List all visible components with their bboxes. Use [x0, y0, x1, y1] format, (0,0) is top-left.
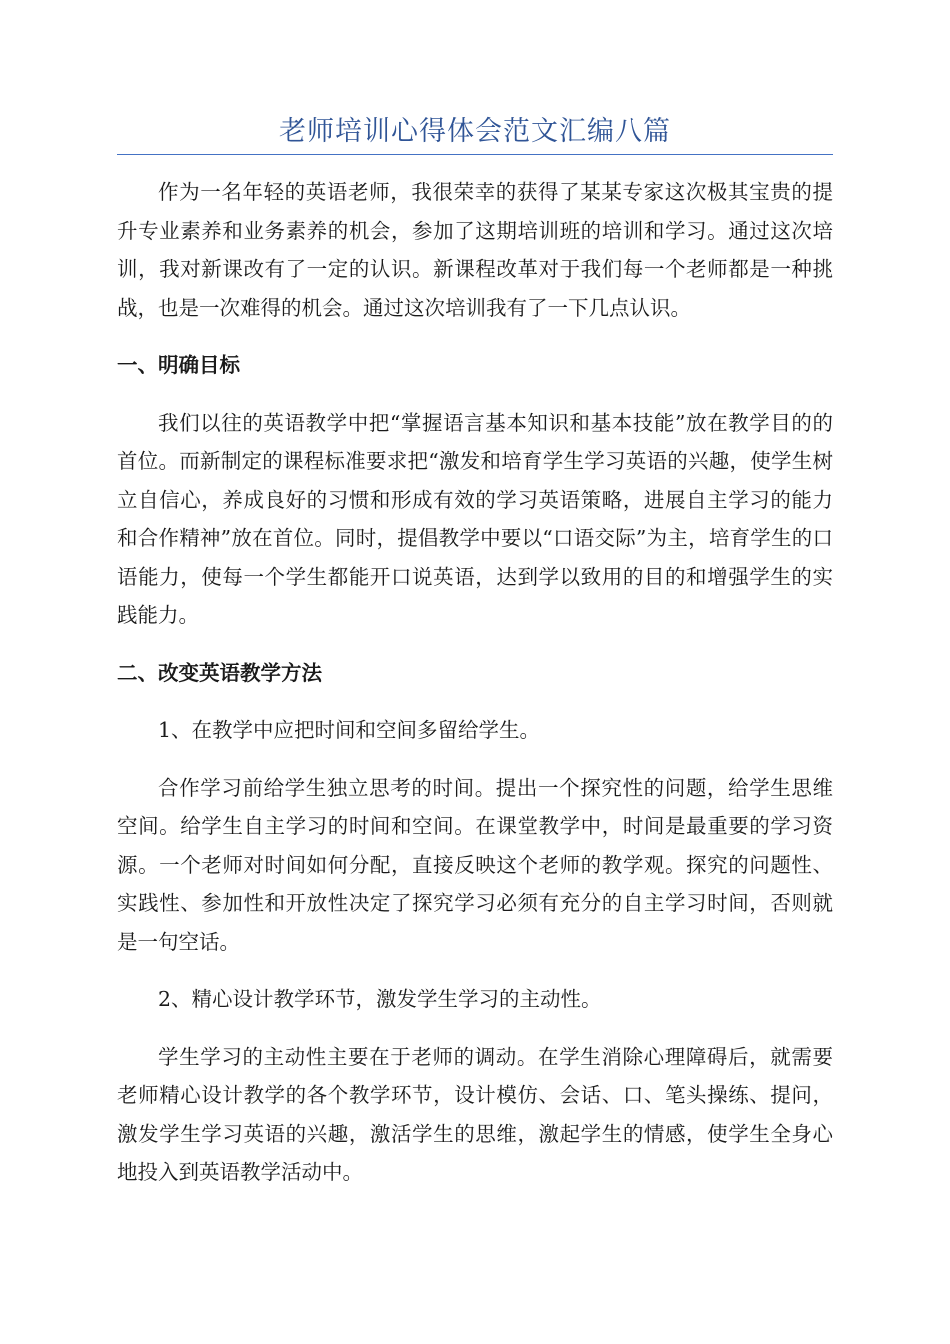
subsection-paragraph: 合作学习前给学生独立思考的时间。提出一个探究性的问题，给学生思维空间。给学生自主学习的时间和空间。在课堂教学中，时间是最重要的学习资源。一个老师对时间如何分配，直接反映这个老师的教学观。探究的问题性、实践性、参加性和开放性决定了探究学习必须有充分的自主学习时间，否则就是一句空话。	[117, 775, 833, 954]
section-paragraph: 我们以往的英语教学中把“掌握语言基本知识和基本技能”放在教学目的的首位。而新制定的课程标准要求把“激发和培育学生学习英语的兴趣，使学生树立自信心，养成良好的习惯和形成有效的学习英语策略，进展自主学习的能力和合作精神”放在首位。同时，提倡教学中要以“口语交际”为主，培育学生的口语能力，使每一个学生都能开口说英语，达到学以致用的目的和增强学生的实践能力。	[117, 410, 833, 627]
section-goals	[117, 346, 833, 635]
title-underline	[117, 154, 833, 155]
subsection-paragraph: 学生学习的主动性主要在于老师的调动。在学生消除心理障碍后，就需要老师精心设计教学的各个教学环节，设计模仿、会话、口、笔头操练、提问，激发学生学习英语的兴趣，激活学生的思维，激起学生的情感，使学生全身心地投入到英语教学活动中。	[117, 1044, 833, 1184]
document-title: 老师培训心得体会范文汇编八篇	[279, 116, 671, 147]
intro-paragraph: 作为一名年轻的英语老师，我很荣幸的获得了某某专家这次极其宝贵的提升专业素养和业务素养的机会，参加了这期培训班的培训和学习。通过这次培训，我对新课改有了一定的认识。新课程改革对于我们每一个老师都是一种挑战，也是一次难得的机会。通过这次培训我有了一下几点认识。	[117, 180, 833, 320]
section-heading: 一、明确目标	[117, 353, 240, 377]
section-methods	[117, 654, 833, 1192]
section-heading: 二、改变英语教学方法	[117, 660, 322, 685]
subsection-label: 1、在教学中应把时间和空间多留给学生。	[158, 718, 541, 742]
document-page	[117, 110, 833, 1211]
subsection-label: 2、精心设计教学环节，激发学生学习的主动性。	[158, 987, 602, 1011]
